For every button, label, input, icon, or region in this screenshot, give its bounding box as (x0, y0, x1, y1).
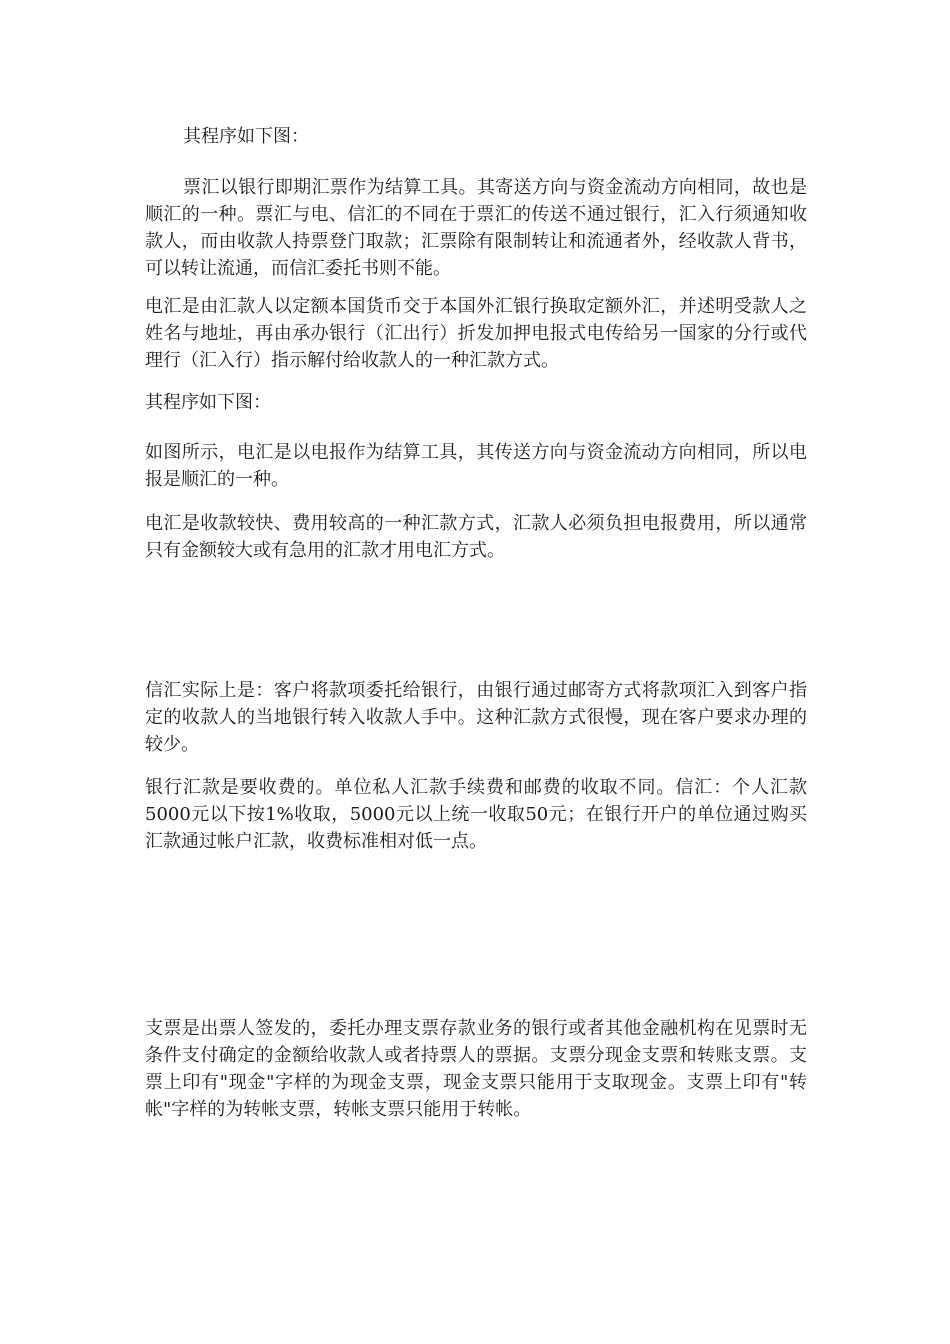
paragraph-remittance-fees: 银行汇款是要收费的。单位私人汇款手续费和邮费的收取不同。信汇：个人汇款5000元以下按1%收取，5000元以上统一收取50元；在银行开户的单位通过购买汇款通过帐户汇款，收费标准相对低一点。 (145, 777, 807, 852)
paragraph-bank-draft: 票汇以银行即期汇票作为结算工具。其寄送方向与资金流动方向相同，故也是顺汇的一种。票汇与电、信汇的不同在于票汇的传送不通过银行，汇入行须通知收款人，而由收款人持票登门取款；汇票除有限制转让和流通者外，经收款人背书，可以转让流通，而信汇委托书则不能。 (145, 177, 807, 279)
paragraph-tt-cost: 电汇是收款较快、费用较高的一种汇款方式，汇款人必须负担电报费用，所以通常只有金额较大或有急用的汇款才用电汇方式。 (145, 513, 807, 561)
paragraph-telegraphic-transfer: 电汇是由汇款人以定额本国货币交于本国外汇银行换取定额外汇，并述明受款人之姓名与地址，再由承办银行（汇出行）折发加押电报式电传给另一国家的分行或代理行（汇入行）指示解付给收款人的一种汇款方式。 (145, 296, 807, 371)
paragraph-procedure-intro-2: 其程序如下图： (145, 392, 271, 413)
paragraph-mail-transfer: 信汇实际上是：客户将款项委托给银行，由银行通过邮寄方式将款项汇入到客户指定的收款人的当地银行转入收款人手中。这种汇款方式很慢，现在客户要求办理的较少。 (145, 680, 807, 755)
paragraph-procedure-intro-1: 其程序如下图： (183, 126, 309, 147)
paragraph-cheque: 支票是出票人签发的，委托办理支票存款业务的银行或者其他金融机构在见票时无条件支付确定的金额给收款人或者持票人的票据。支票分现金支票和转账支票。支票上印有"现金"字样的为现金支票，现金支票只能用于支取现金。支票上印有"转帐"字样的为转帐支票，转帐支票只能用于转帐。 (145, 1018, 807, 1120)
paragraph-tt-figure-note: 如图所示，电汇是以电报作为结算工具，其传送方向与资金流动方向相同，所以电报是顺汇的一种。 (145, 442, 807, 490)
